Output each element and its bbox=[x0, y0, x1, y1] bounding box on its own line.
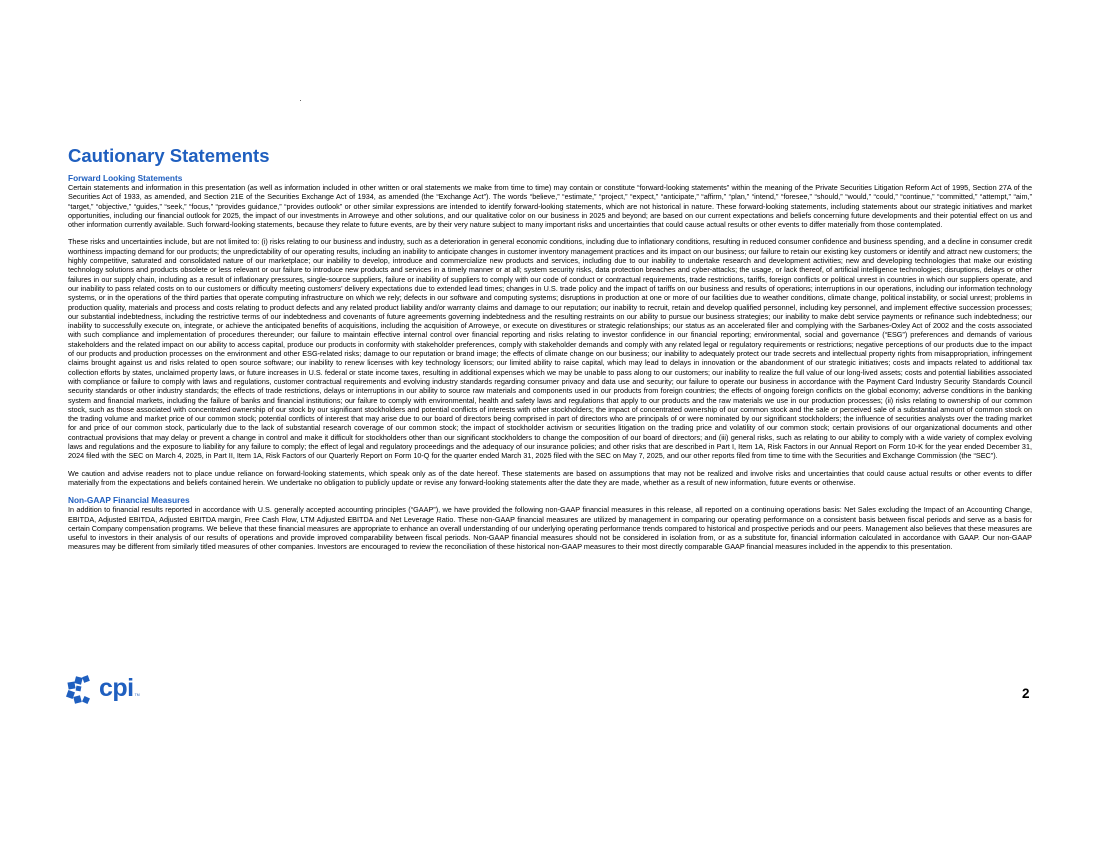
page-title: Cautionary Statements bbox=[68, 145, 270, 166]
trademark-mark: TM bbox=[134, 693, 140, 697]
cpi-logo-mark-icon bbox=[64, 675, 96, 705]
forward-looking-paragraph-1: Certain statements and information in this presentation (as well as information included in other written or oral statements we make from time to time) may contain or constitute “forward-looking statements” within the meaning of the Private Securities Litigation Reform Act of 1995, Section 27A of the Securities Act of 1933, as amended, and Section 21E of the Securities Exchange Act of 1934, as amended (the “Exchange Act”). The words “believe,” “estimate,” “project,” “expect,” “anticipate,” “affirm,” “plan,” “intend,” “foresee,” “should,” “would,” “could,” “continue,” “committed,” “attempt,” “aim,” “target,” “objective,” “guides,” “seek,” “focus,” “provides guidance,” “provides outlook” or other similar expressions are intended to identify forward-looking statements, which are not historical in nature. These forward-looking statements, including statements about our strategic initiatives and market opportunities, including our financial outlook for 2025, the impact of our investments in Arroweye and other solutions, and our qualitative color on our business in 2025 and beyond; are based on our current expectations and beliefs concerning future developments and their potential effect on us and other information currently available. Such forward-looking statements, because they relate to future events, are by their very nature subject to many important risks and uncertainties that could cause actual results or other events to differ materially from those contemplated. bbox=[68, 183, 1032, 230]
forward-looking-paragraph-3: We caution and advise readers not to place undue reliance on forward-looking statements, which speak only as of the date hereof. These statements are based on assumptions that may not be realized and involve risks and uncertainties that could cause actual results or other events to differ materially from the expectations and beliefs contained herein. We undertake no obligation to publicly update or revise any forward-looking statements after the date they are made, whether as a result of new information, future events or otherwise. bbox=[68, 468, 1032, 487]
page-number: 2 bbox=[1022, 686, 1030, 701]
non-gaap-heading: Non-GAAP Financial Measures bbox=[68, 495, 190, 506]
cpi-logo bbox=[64, 675, 140, 705]
stray-dot bbox=[300, 100, 301, 101]
content-area bbox=[68, 173, 1032, 552]
forward-looking-heading: Forward Looking Statements bbox=[68, 173, 183, 183]
non-gaap-paragraph: In addition to financial results reported in accordance with U.S. generally accepted accounting principles (“GAAP”), we have provided the following non-GAAP financial measures in this release, all reported on a continuing operations basis: Net Sales excluding the Impact of an Accounting Change, EBITDA, Adjusted EBITDA, Adjusted EBITDA margin, Free Cash Flow, LTM Adjusted EBITDA and Net Leverage Ratio. These non-GAAP financial measures are utilized by management in comparing our operating performance on a consistent basis between fiscal periods and serve as a basis for certain Company compensation programs. We believe that these financial measures are appropriate to enhance an overall understanding of our underlying operating performance trends compared to historical and prospective periods and our peers. Management also believes that these measures are useful to investors in their analysis of our results of operations and provide improved comparability between fiscal periods. Non-GAAP financial measures should not be considered in isolation from, or as a substitute for, financial information calculated in accordance with GAAP. Our non-GAAP measures may be different from similarly titled measures of other companies. Investors are encouraged to review the reconciliation of these historical non-GAAP measures to their most directly comparable GAAP financial measures included in the appendix to this presentation. bbox=[68, 505, 1032, 552]
forward-looking-paragraph-2: These risks and uncertainties include, but are not limited to: (i) risks relating to our business and industry, such as a deterioration in general economic conditions, including due to inflationary conditions, resulting in reduced consumer confidence and business spending, and a decline in consumer credit worthiness impacting demand for our products; the unpredictability of our operating results, including an inability to anticipate changes in customer inventory management practices and its impact on our business; our failure to retain our existing key customers or identify and attract new customers; the highly competitive, saturated and consolidated nature of our marketplace; our inability to develop, introduce and commercialize new products and services, including due to our inability to undertake research and development activities; new and developing technologies that make our existing technology solutions and products obsolete or less relevant or our failure to introduce new products and services in a timely manner or at all; system security risks, data protection breaches and cyber-attacks; the usage, or lack thereof, of artificial intelligence technologies; disruptions, delays or other failures in our supply chain, including as a result of inflationary pressures, single-source suppliers, failure or inability of suppliers to comply with our code of conduct or contractual requirements, trade restrictions, tariffs, foreign conflicts or political unrest in countries in which our suppliers operate, and our inability to pass related costs on to our customers or difficulty meeting customers’ delivery expectations due to extended lead times; changes in U.S. trade policy and the impact of tariffs on our business and results of operations; interruptions in our operations, including our information technology systems, or in the operations of the third parties that operate computing infrastructure on which we rely; defects in our software and computing systems; disruptions in production at one or more of our facilities due to weather conditions, climate change, political instability, or social unrest; problems in production quality, materials and process and costs relating to product defects and any related product liability and/or warranty claims and damage to our reputation; our inability to recruit, retain and develop qualified personnel, including key personnel, and implement effective succession processes; our substantial indebtedness, including the restrictive terms of our indebtedness and covenants of future agreements governing indebtedness and the resulting restraints on our ability to pursue our business strategies; our inability to make debt service payments or refinance such indebtedness; our inability to successfully execute on, integrate, or achieve the anticipated benefits of acquisitions, including the acquisition of Arroweye, or execute on divestitures or strategic relationships; our status as an accelerated filer and complying with the Sarbanes-Oxley Act of 2002 and the costs associated with such compliance and implementation of procedures thereunder; our failure to maintain effective internal control over financial reporting and risks relating to investor confidence in our financial reporting; environmental, social and governance (“ESG”) preferences and demands of various stakeholders and the related impact on our ability to access capital, produce our products in conformity with stakeholder preferences, comply with stakeholder demands and comply with any related legal or regulatory requirements or restrictions; negative perceptions of our products due to the impact of our products and production processes on the environment and other ESG-related risks; damage to our reputation or brand image; the effects of climate change on our business; our inability to adequately protect our trade secrets and intellectual property rights from misappropriation, infringement claims brought against us and risks related to open source software; our inability to renew licenses with key technology licensors; our limited ability to raise capital, which may lead to delays in innovation or the abandonment of our strategic initiatives; costs and impacts related to additional tax collection efforts by states, unclaimed property laws, or future increases in U.S. federal or state income taxes, resulting in additional expenses which we may be unable to pass along to our customers; our inability to realize the full value of our long-lived assets; costs and potential liabilities associated with compliance or failure to comply with laws and regulations, customer contractual requirements and evolving industry standards regarding consumer privacy and data use and security; our failure to operate our business in accordance with the Payment Card Industry Security Standards Council security standards or other industry standards; the effects of trade restrictions, delays or interruptions in our ability to source raw materials and components used in our products from foreign countries; the effects of ongoing foreign conflicts on the global economy; adverse conditions in the banking system and financial markets, including the failure of banks and financial institutions; our failure to comply with environmental, health and safety laws and regulations that apply to our products and the raw materials we use in our production processes; (ii) risks relating to ownership of our common stock, such as those associated with concentrated ownership of our stock by our significant stockholders and potential conflicts of interests with other stockholders; the impact of concentrated ownership of our common stock and the sale or perceived sale of a substantial amount of common stock on the trading volume and market price of our common stock; potential conflicts of interest that may arise due to our board of directors being comprised in part of directors who are principals of or were nominated by our significant stockholders; the influence of securities analysts over the trading market for and price of our common stock, particularly due to the lack of substantial research coverage of our common stock; the impact of stockholder activism or securities litigation on the trading price and volatility of our common stock; certain provisions of our organizational documents and other contractual provisions that may delay or prevent a change in control and make it difficult for stockholders other than our significant stockholders to change the composition of our board of directors; and (iii) general risks, such as relating to our ability to comply with a wide variety of complex evolving laws and regulations and the exposure to liability for any failure to comply; the effect of legal and regulatory proceedings and the adequacy of our insurance policies; and other risks that are described in Part I, Item 1A, Risk Factors in our Annual Report on Form 10-K for the year ended December 31, 2024 filed with the SEC on March 4, 2025, in Part II, Item 1A, Risk Factors of our Quarterly Report on Form 10-Q for the quarter ended March 31, 2025 filed with the SEC on May 7, 2025, and our other reports filed from time to time with the Securities and Exchange Commission (the “SEC”). bbox=[68, 237, 1032, 461]
cpi-logo-wordmark: cpi bbox=[99, 673, 134, 702]
